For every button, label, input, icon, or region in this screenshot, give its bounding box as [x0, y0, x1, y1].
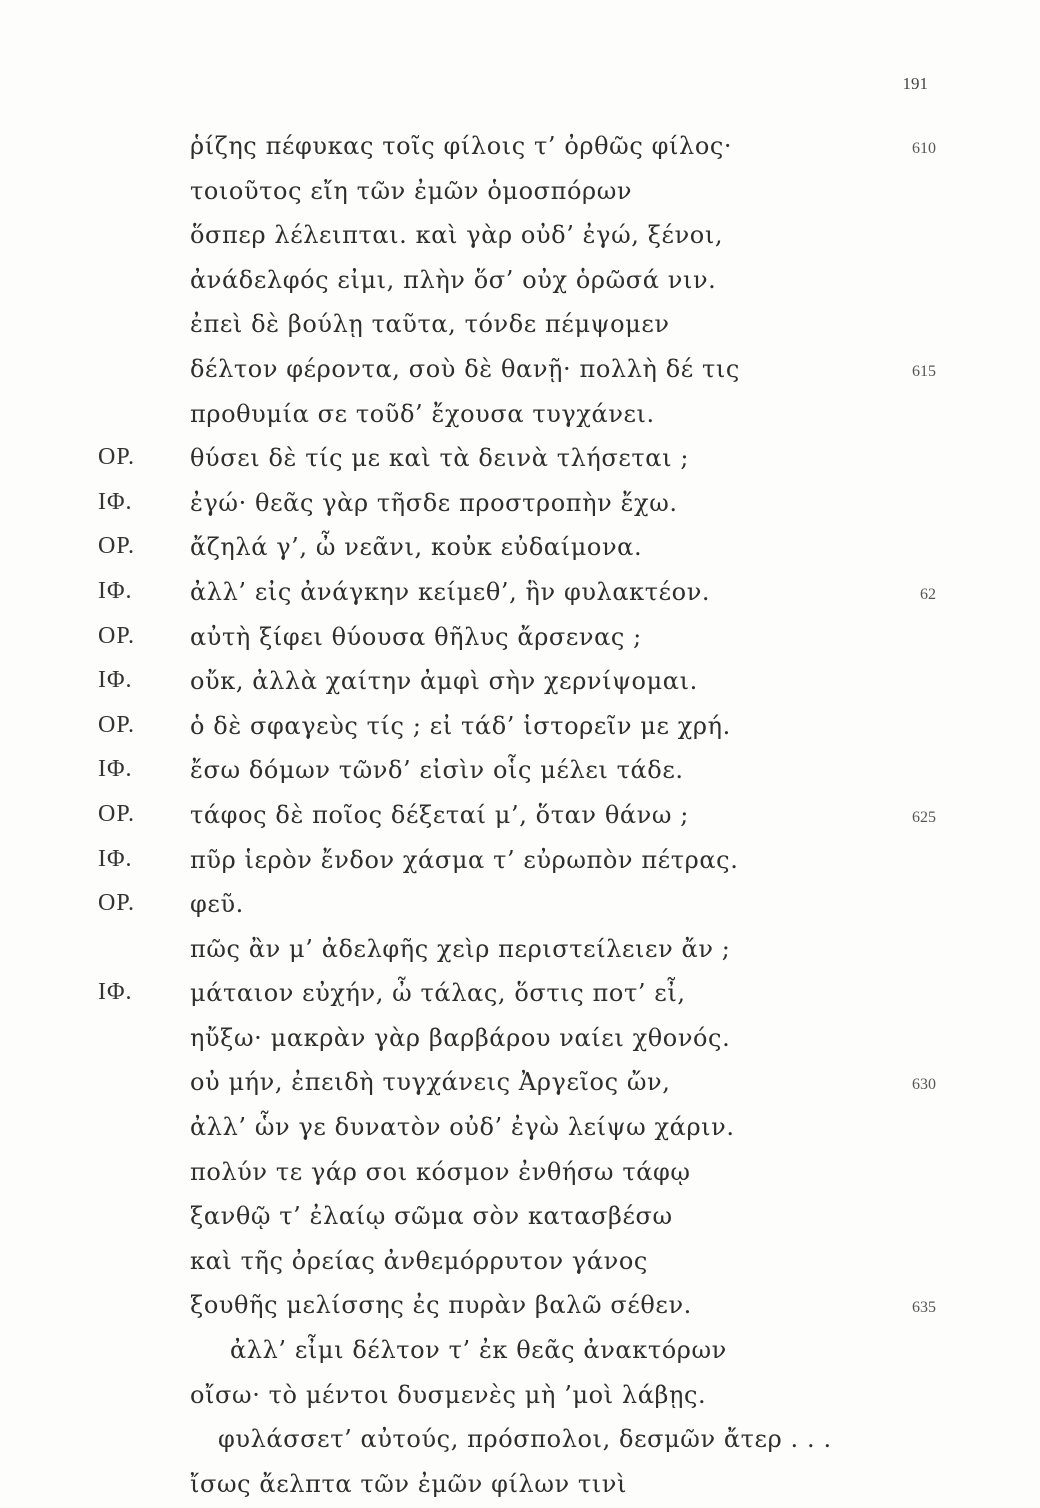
verse-text: πῦρ ἱερὸν ἔνδον χάσμα τ’ εὐρωπὸν πέτρας.	[190, 845, 739, 874]
speaker-label: ΙΦ.	[98, 756, 133, 783]
verse-line	[0, 126, 1040, 171]
verse-line	[0, 973, 1040, 1018]
verse-line	[0, 1018, 1040, 1063]
speaker-label: ΟΡ.	[98, 533, 136, 560]
verse-text: ξουθῆς μελίσσης ἐς πυρὰν βαλῶ σέθεν.	[190, 1291, 692, 1320]
speaker-label: ΙΦ.	[98, 577, 133, 604]
verse-text: ἀλλ’ ὧν γε δυνατὸν οὐδ’ ἐγὼ λείψω χάριν.	[190, 1113, 735, 1142]
verse-line	[0, 929, 1040, 974]
verse-line	[0, 1464, 1040, 1508]
verse-line	[0, 1062, 1040, 1107]
speaker-label: ΟΡ.	[98, 711, 136, 738]
verse-line	[0, 1419, 1040, 1464]
speaker-label: ΙΦ.	[98, 667, 133, 694]
verse-text: τοιοῦτος εἴη τῶν ἐμῶν ὁμοσπόρων	[190, 176, 633, 205]
verse-text: δέλτον φέροντα, σοὺ δὲ θανῇ· πολλὴ δέ τις	[190, 354, 740, 383]
verse-line	[0, 706, 1040, 751]
verse-line	[0, 1196, 1040, 1241]
line-number: 610	[912, 140, 936, 157]
verse-line	[0, 572, 1040, 617]
verse-line	[0, 840, 1040, 885]
speaker-label: ΟΡ.	[98, 622, 136, 649]
verse-text: προθυμία σε τοῦδ’ ἔχουσα τυγχάνει.	[190, 399, 655, 428]
verse-line	[0, 394, 1040, 439]
verse-line	[0, 483, 1040, 528]
verse-text: φυλάσσετ’ αὐτούς, πρόσπολοι, δεσμῶν ἄτερ . . .	[218, 1425, 832, 1454]
verse-text: ὁ δὲ σφαγεὺς τίς ; εἰ τάδ’ ἱστορεῖν με χρή.	[190, 711, 731, 740]
verse-text: φεῦ.	[190, 890, 244, 919]
verse-line	[0, 215, 1040, 260]
speaker-label: ΙΦ.	[98, 979, 133, 1006]
speaker-label: ΙΦ.	[98, 488, 133, 515]
verse-text: ἐγώ· θεᾶς γὰρ τῆσδε προστροπὴν ἔχω.	[190, 488, 678, 517]
verse-block	[0, 126, 1040, 1508]
verse-text: ἀλλ’ εἰς ἀνάγκην κείμεθ’, ἣν φυλακτέον.	[190, 577, 711, 606]
verse-text: πῶς ἂν μ’ ἀδελφῆς χεὶρ περιστείλειεν ἄν ;	[190, 934, 731, 963]
verse-text: ῥίζης πέφυκας τοῖς φίλοις τ’ ὀρθῶς φίλος·	[190, 132, 733, 160]
line-number: 625	[912, 808, 936, 826]
verse-text: ηὔξω· μακρὰν γὰρ βαρβάρου ναίει χθονός.	[190, 1023, 731, 1052]
verse-text: ἀνάδελφός εἰμι, πλὴν ὅσ’ οὐχ ὁρῶσά νιν.	[190, 265, 717, 294]
verse-text: οἴσω· τὸ μέντοι δυσμενὲς μὴ ’μοὶ λάβῃς.	[190, 1380, 707, 1409]
verse-text: καὶ τῆς ὀρείας ἀνθεμόρρυτον γάνος	[190, 1246, 648, 1275]
verse-text: πολύν τε γάρ σοι κόσμον ἐνθήσω τάφῳ	[190, 1157, 691, 1186]
verse-text: ὅσπερ λέλειπται. καὶ γὰρ οὐδ’ ἐγώ, ξένοι,	[190, 221, 724, 250]
verse-line	[0, 260, 1040, 305]
verse-line	[0, 349, 1040, 394]
verse-text: ξανθῷ τ’ ἐλαίῳ σῶμα σὸν κατασβέσω	[190, 1202, 673, 1231]
verse-text: οὔκ, ἀλλὰ χαίτην ἀμφὶ σὴν χερνίψομαι.	[190, 667, 698, 696]
verse-line	[0, 1152, 1040, 1197]
verse-line	[0, 661, 1040, 706]
speaker-label: ΟΡ.	[98, 890, 136, 917]
verse-text: ἴσως ἄελπτα τῶν ἐμῶν φίλων τινὶ	[190, 1469, 628, 1498]
verse-text: ἄζηλά γ’, ὦ νεᾶνι, κοὐκ εὐδαίμονα.	[190, 533, 643, 562]
verse-text: ἐπεὶ δὲ βούλῃ ταῦτα, τόνδε πέμψομεν	[190, 310, 670, 339]
verse-text: τάφος δὲ ποῖος δέξεταί μ’, ὅταν θάνω ;	[190, 800, 689, 829]
verse-line	[0, 795, 1040, 840]
speaker-label: ΟΡ.	[98, 800, 136, 827]
verse-text: θύσει δὲ τίς με καὶ τὰ δεινὰ τλήσεται ;	[190, 444, 690, 473]
verse-line	[0, 884, 1040, 929]
verse-line	[0, 750, 1040, 795]
verse-line	[0, 438, 1040, 483]
verse-line	[0, 527, 1040, 572]
verse-text: αὐτὴ ξίφει θύουσα θῆλυς ἄρσενας ;	[190, 622, 642, 651]
page-number: 191	[902, 74, 928, 93]
verse-line	[0, 171, 1040, 216]
speaker-label: ΟΡ.	[98, 444, 136, 471]
verse-text: ἀλλ’ εἶμι δέλτον τ’ ἐκ θεᾶς ἀνακτόρων	[230, 1336, 727, 1365]
verse-line	[0, 1107, 1040, 1152]
verse-line	[0, 304, 1040, 349]
verse-line	[0, 1330, 1040, 1375]
verse-line	[0, 617, 1040, 662]
line-number: 615	[912, 362, 936, 380]
verse-line	[0, 1375, 1040, 1420]
verse-text: μάταιον εὐχήν, ὦ τάλας, ὅστις ποτ’ εἶ,	[190, 979, 686, 1008]
speaker-label: ΙΦ.	[98, 845, 133, 872]
verse-text: οὐ μήν, ἐπειδὴ τυγχάνεις Ἀργεῖος ὤν,	[190, 1068, 671, 1097]
verse-line	[0, 1241, 1040, 1286]
line-number: 635	[912, 1299, 936, 1317]
line-number: 62	[920, 585, 936, 603]
line-number: 630	[912, 1076, 936, 1094]
verse-line	[0, 1285, 1040, 1330]
verse-text: ἔσω δόμων τῶνδ’ εἰσὶν οἷς μέλει τάδε.	[190, 756, 684, 785]
